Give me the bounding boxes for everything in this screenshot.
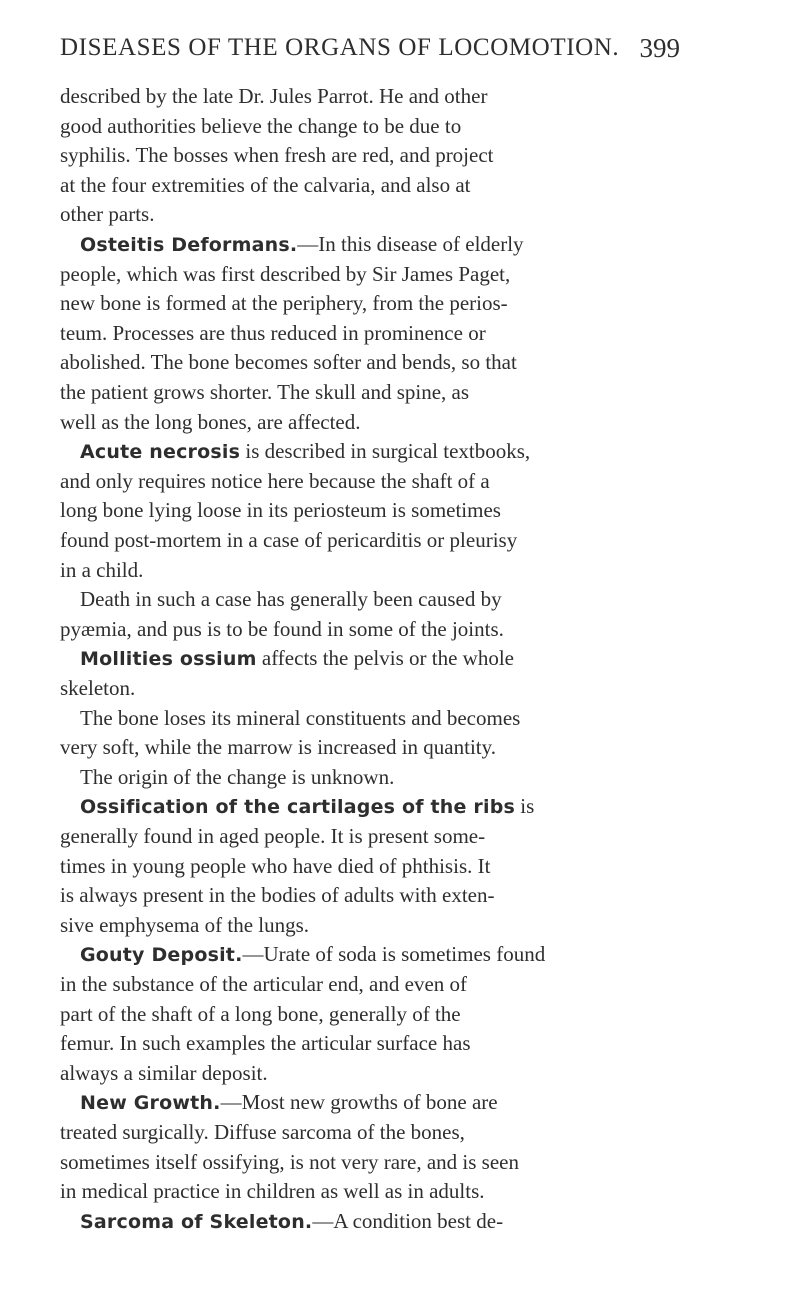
- line-text: is: [515, 794, 535, 819]
- section-heading: Acute necrosis: [80, 441, 241, 464]
- text-line: [60, 615, 504, 643]
- text-line: [60, 1000, 461, 1028]
- line-text: found post-mortem in a case of pericarditis or pleurisy: [60, 528, 518, 552]
- line-text: generally found in aged people. It is present some-: [60, 824, 486, 848]
- text-line: [60, 526, 517, 554]
- text-line: [80, 704, 520, 732]
- text-line: [60, 378, 469, 406]
- line-text: teum. Processes are thus reduced in prominence or: [60, 320, 486, 345]
- line-text: treated surgically. Diffuse sarcoma of the bones,: [60, 1120, 465, 1144]
- text-line: [60, 556, 143, 584]
- line-text: times in young people who have died of phthisis. It: [60, 853, 491, 878]
- text-line: [80, 940, 545, 968]
- section-heading: Ossification of the cartilages of the ribs: [80, 796, 516, 819]
- line-text: —A condition best de-: [312, 1208, 504, 1233]
- line-text: in medical practice in children as well as in adults.: [60, 1179, 485, 1204]
- text-line: [80, 644, 514, 672]
- line-text: abolished. The bone becomes softer and bends, so that: [60, 350, 517, 375]
- text-line: [60, 1118, 465, 1146]
- text-line: [60, 970, 467, 998]
- text-line: [60, 200, 154, 228]
- text-line: [60, 289, 508, 317]
- line-text: long bone lying loose in its periosteum is sometimes: [60, 498, 501, 523]
- text-line: [80, 437, 530, 465]
- line-text: good authorities believe the change to be due to: [60, 113, 462, 138]
- line-text: and only requires notice here because the shaft of a: [60, 468, 490, 493]
- section-heading: Osteitis Deformans.: [80, 234, 298, 256]
- text-line: [60, 82, 487, 110]
- line-text: described by the late Dr. Jules Parrot. He and other: [60, 84, 488, 108]
- line-text: pyæmia, and pus is to be found in some of the joints.: [60, 616, 504, 641]
- line-text: people, which was first described by Sir James Paget,: [60, 261, 511, 286]
- text-line: [60, 1177, 485, 1205]
- text-line: [80, 1088, 498, 1116]
- text-line: [60, 408, 361, 436]
- text-line: [60, 171, 471, 199]
- line-text: sive emphysema of the lungs.: [60, 912, 310, 937]
- page-number: 399: [639, 33, 680, 63]
- line-text: new bone is formed at the periphery, from the perios-: [60, 291, 508, 316]
- running-head: [60, 28, 680, 68]
- line-text: Death in such a case has generally been caused by: [80, 587, 502, 612]
- text-line: [80, 585, 502, 613]
- text-line: [60, 733, 496, 761]
- text-line: [80, 230, 524, 258]
- line-text: syphilis. The bosses when fresh are red, and project: [60, 143, 494, 168]
- line-text: very soft, while the marrow is increased in quantity.: [60, 735, 497, 760]
- text-line: [60, 348, 517, 376]
- text-line: [60, 112, 461, 140]
- line-text: skeleton.: [60, 676, 136, 700]
- section-heading: New Growth.: [80, 1092, 221, 1115]
- line-text: part of the shaft of a long bone, generally of the: [60, 1001, 461, 1026]
- line-text: The origin of the change is unknown.: [80, 764, 395, 789]
- line-text: femur. In such examples the articular surface has: [60, 1031, 471, 1056]
- line-text: always a similar deposit.: [60, 1060, 268, 1085]
- line-text: sometimes itself ossifying, is not very rare, and is seen: [60, 1149, 519, 1174]
- section-heading: Mollities ossium: [80, 648, 257, 671]
- line-text: —Most new growths of bone are: [220, 1090, 498, 1115]
- text-line: [60, 496, 501, 524]
- line-text: The bone loses its mineral constituents and becomes: [80, 705, 521, 730]
- text-line: [60, 319, 486, 347]
- line-text: well as the long bones, are affected.: [60, 409, 361, 434]
- text-line: [60, 911, 309, 939]
- text-line: [80, 1207, 503, 1235]
- text-line: [60, 467, 490, 495]
- text-line: [60, 1059, 268, 1087]
- line-text: affects the pelvis or the whole: [256, 646, 514, 671]
- line-text: at the four extremities of the calvaria, and also at: [60, 172, 471, 197]
- running-title: DISEASES OF THE ORGANS OF LOCOMOTION.: [60, 34, 620, 61]
- section-heading: Sarcoma of Skeleton.: [80, 1210, 313, 1233]
- text-line: [60, 260, 510, 288]
- text-line: [60, 1029, 471, 1057]
- section-heading: Gouty Deposit.: [80, 944, 243, 967]
- line-text: in the substance of the articular end, and even of: [60, 972, 468, 996]
- text-line: [60, 881, 495, 909]
- line-text: in a child.: [60, 557, 144, 582]
- text-line: [60, 1148, 519, 1176]
- line-text: —In this disease of elderly: [297, 232, 524, 256]
- text-line: [60, 822, 485, 850]
- text-line: [80, 792, 534, 820]
- line-text: —Urate of soda is sometimes found: [242, 942, 546, 967]
- text-line: [60, 674, 135, 702]
- text-line: [60, 141, 494, 169]
- text-line: [80, 763, 394, 791]
- line-text: is described in surgical textbooks,: [240, 439, 531, 464]
- line-text: is always present in the bodies of adults with exten-: [60, 883, 495, 908]
- line-text: the patient grows shorter. The skull and spine, as: [60, 380, 470, 404]
- line-text: other parts.: [60, 202, 155, 227]
- text-line: [60, 852, 490, 880]
